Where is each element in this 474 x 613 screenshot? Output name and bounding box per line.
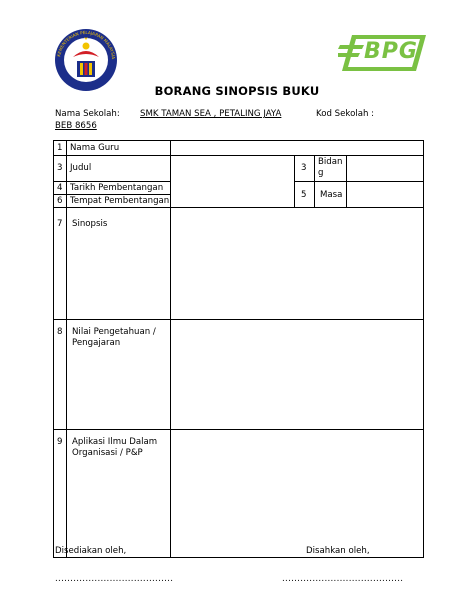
- row-6-label: Tempat Pembentangan: [70, 196, 170, 206]
- row-3-number: 3: [57, 163, 63, 173]
- row-1-number: 1: [57, 143, 63, 153]
- row-7-label: Sinopsis: [72, 219, 108, 229]
- form-title: BORANG SINOPSIS BUKU: [154, 84, 320, 98]
- row-4-number: 4: [57, 183, 63, 193]
- code-label: Kod Sekolah :: [316, 109, 375, 119]
- row-3-label: Judul: [70, 163, 92, 173]
- row-7-number: 7: [57, 219, 63, 229]
- row-6-number: 6: [57, 196, 63, 206]
- row-8-number: 8: [57, 327, 63, 337]
- row-5-label: Masa: [320, 190, 343, 200]
- row-1-label: Nama Guru: [70, 143, 120, 153]
- bpg-logo: [338, 31, 428, 75]
- prepared-signature-line: .......................................: [55, 574, 174, 584]
- approved-signature-line: ........................................: [282, 574, 404, 584]
- row-3b-label: Bidan g: [318, 157, 343, 178]
- logo-ring-text: KEMENTERIAN PELAJARAN MALAYSIA: [56, 29, 117, 60]
- bpg-logo-text: BPG: [364, 39, 418, 64]
- approved-by-label: Disahkan oleh,: [306, 546, 370, 556]
- row-5-number: 5: [301, 190, 307, 200]
- school-label: Nama Sekolah:: [55, 109, 120, 119]
- row-9-label: Aplikasi Ilmu Dalam Organisasi / P&P: [72, 437, 158, 458]
- row-8-label: Nilai Pengetahuan / Pengajaran: [72, 327, 156, 348]
- code-value: BEB 8656: [55, 121, 97, 131]
- school-value: SMK TAMAN SEA , PETALING JAYA: [140, 109, 282, 119]
- row-3b-number: 3: [301, 163, 307, 173]
- row-4-label: Tarikh Pembentangan: [70, 183, 164, 193]
- row-9-number: 9: [57, 437, 63, 447]
- prepared-by-label: Disediakan oleh,: [55, 546, 127, 556]
